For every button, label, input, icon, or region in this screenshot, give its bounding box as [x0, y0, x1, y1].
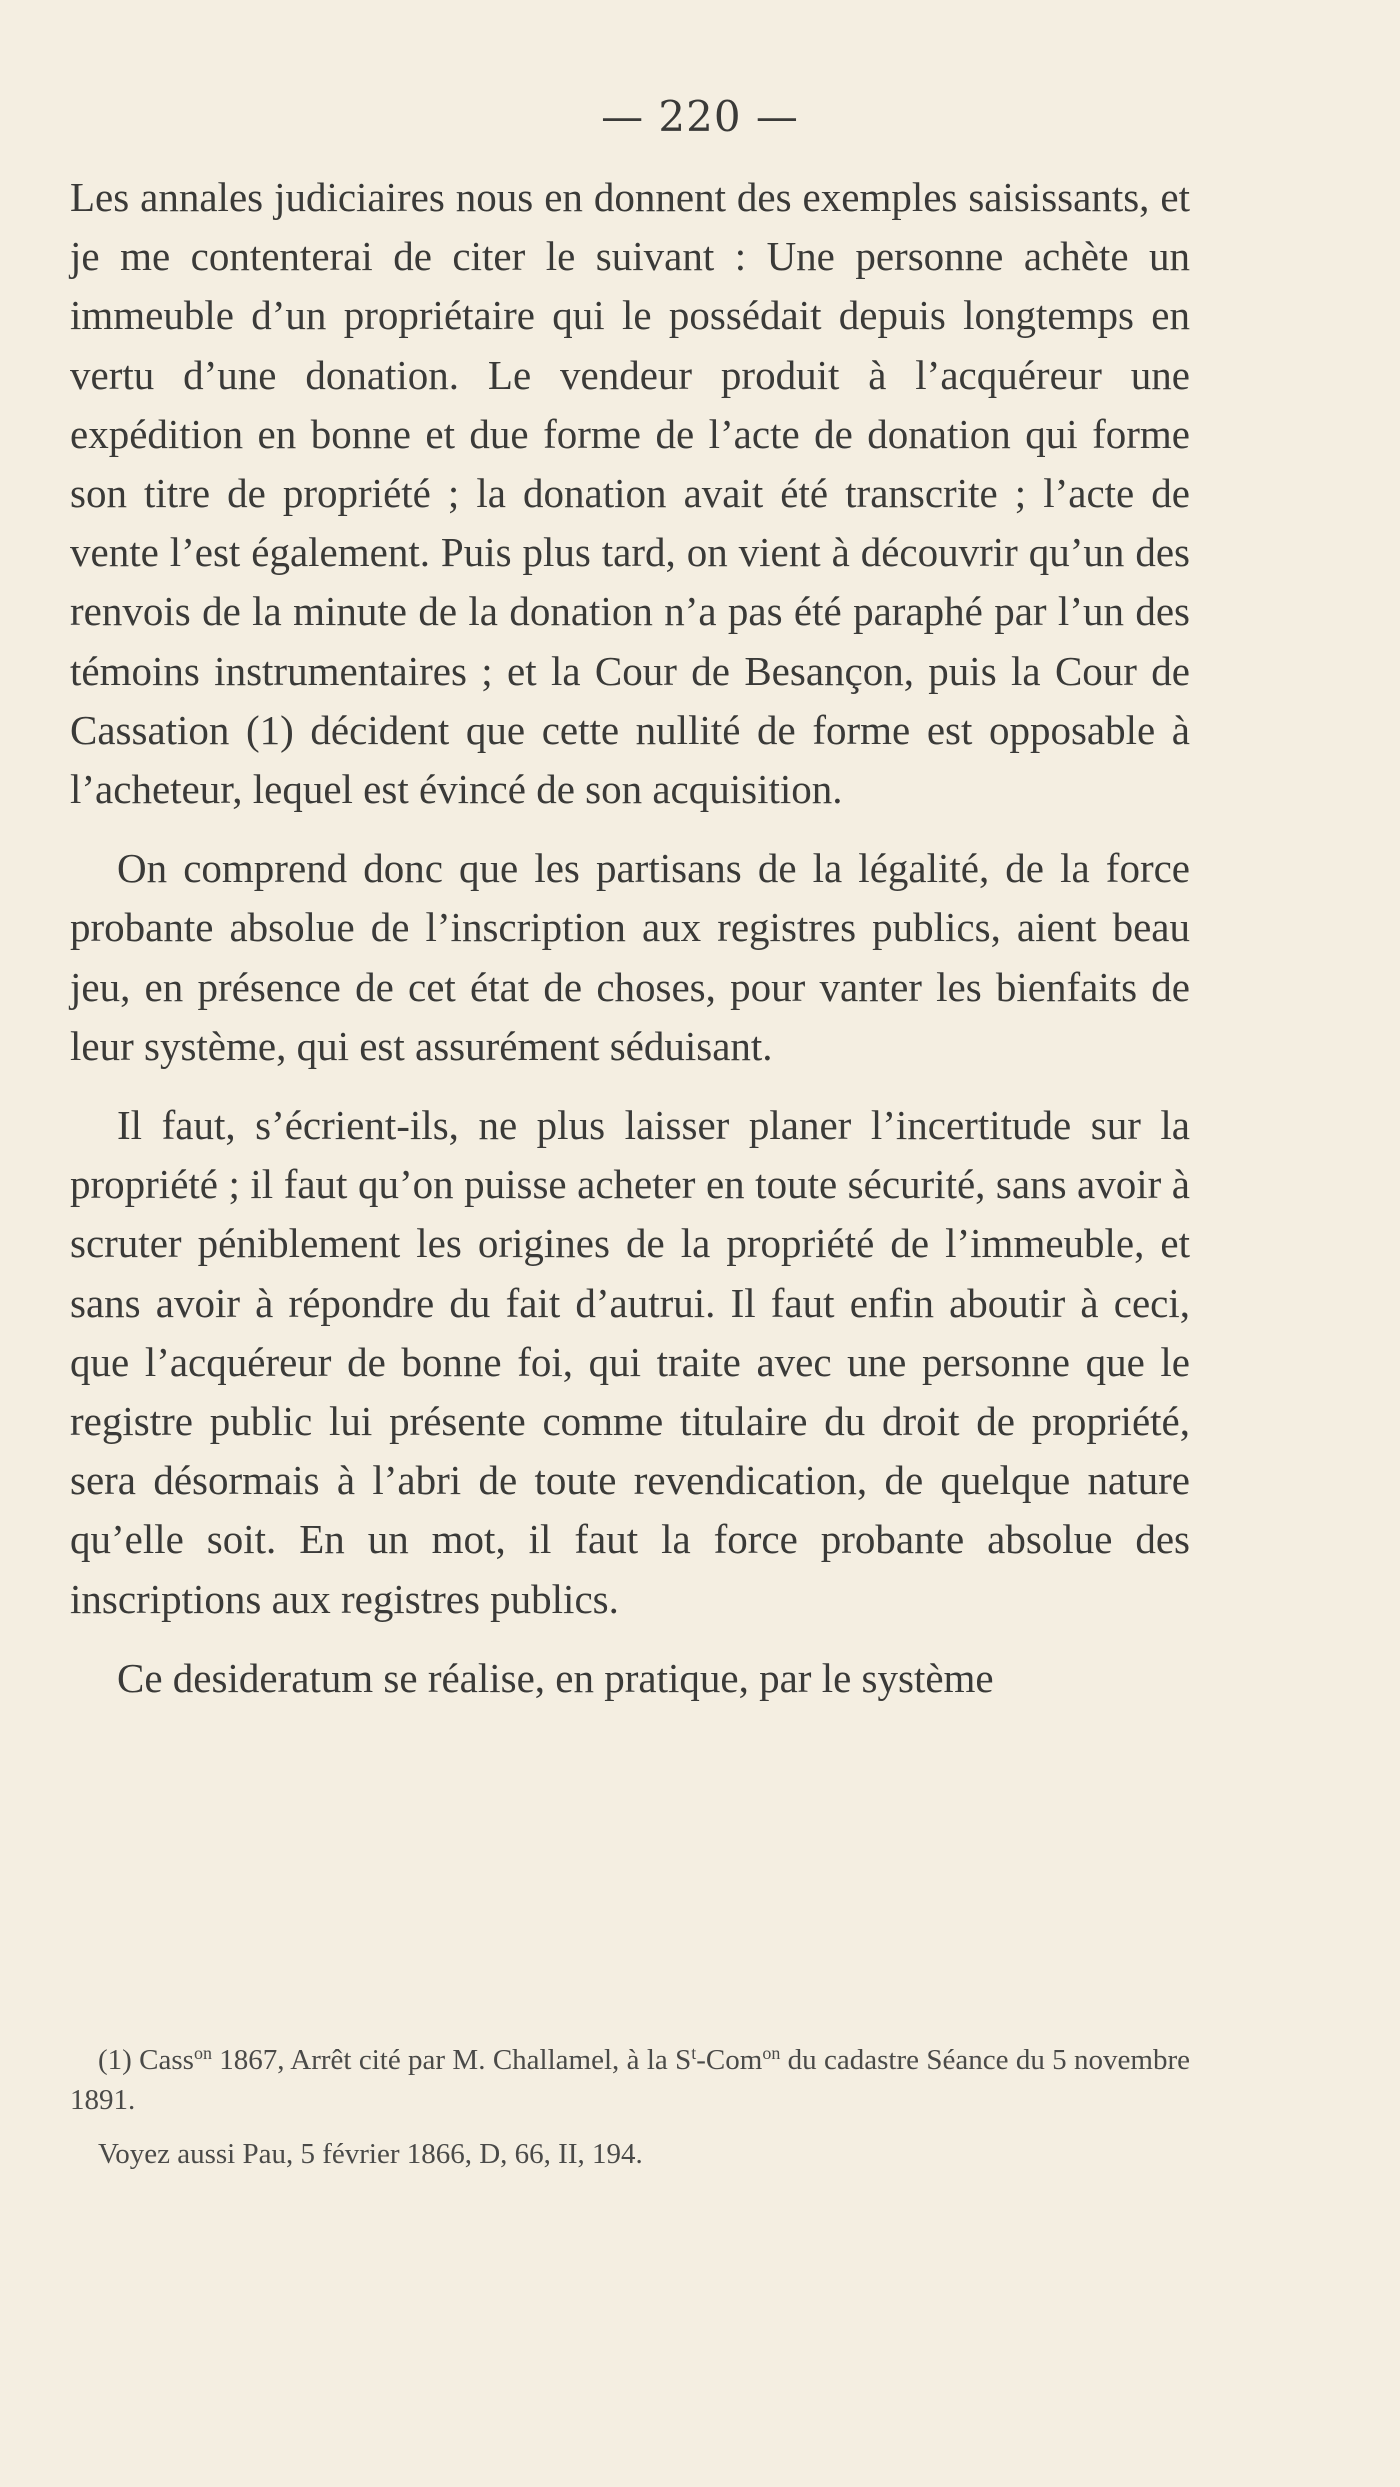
footnote-1-marker: (1): [98, 2044, 140, 2076]
paragraph-2: On comprend donc que les partisans de la légalité, de la force probante absolue de l’inscription aux registres publics, aient beau jeu, en présence de cet état de choses, pour vanter les bienfaits de leur système, qui est assurément séduisant.: [70, 845, 1190, 1069]
footnote-1-text-a: 1867, Arrêt cité par M. Challamel, à la S: [211, 2044, 692, 2076]
paragraph-3: Il faut, s’écrient-ils, ne plus laisser planer l’incertitude sur la propriété ; il faut qu’on puisse acheter en toute sécurité, sans avoir à scruter péniblement les origines de la propriété de l’immeuble, et sans avoir à répondre du fait d’autrui. Il faut enfin aboutir à ceci, que l’acquéreur de bonne foi, qui traite avec une personne que le registre public lui présente comme titulaire du droit de propriété, sera désormais à l’abri de toute revendication, de quelque nature qu’elle soit. En un mot, il faut la force probante absolue des inscriptions aux registres publics.: [70, 1102, 1190, 1622]
paragraph-1: Les annales judiciaires nous en donnent des exemples saisissants, et je me contenterai de citer le suivant : Une personne achète un immeuble d’un propriétaire qui le possédait depuis longtemps en vertu d’une donation. Le vendeur produit à l’acquéreur une expédition en bonne et due forme de l’acte de donation qui forme son titre de propriété ; la donation avait été transcrite ; l’acte de vente l’est également. Puis plus tard, on vient à découvrir qu’un des renvois de la minute de la donation n’a pas été paraphé par l’un des témoins instrumentaires ; et la Cour de Besançon, puis la Cour de Cassation (1) décident que cette nullité de forme est opposable à l’acheteur, lequel est évincé de son acquisition.: [70, 174, 1190, 813]
footnote-1: [70, 2040, 1190, 2120]
footnote-1-cass: Cass: [139, 2044, 194, 2076]
footnote-1-com: -Com: [696, 2044, 763, 2076]
paragraph-4: Ce desideratum se réalise, en pratique, par le système: [117, 1654, 994, 1701]
footnote-2: Voyez aussi Pau, 5 février 1866, D, 66, II, 194.: [98, 2138, 643, 2170]
body-text: [70, 168, 1190, 1708]
footnote-1-com-superscript: on: [762, 2043, 781, 2064]
footnote-1-text-b: du cadastre Séance du 5 novembre 1891.: [70, 2044, 1190, 2116]
footnote-1-saint-superscript: t: [691, 2043, 697, 2064]
footnote-1-cass-superscript: on: [193, 2043, 212, 2064]
footnotes: [70, 2040, 1190, 2188]
page-number: — 220 —: [601, 92, 799, 141]
